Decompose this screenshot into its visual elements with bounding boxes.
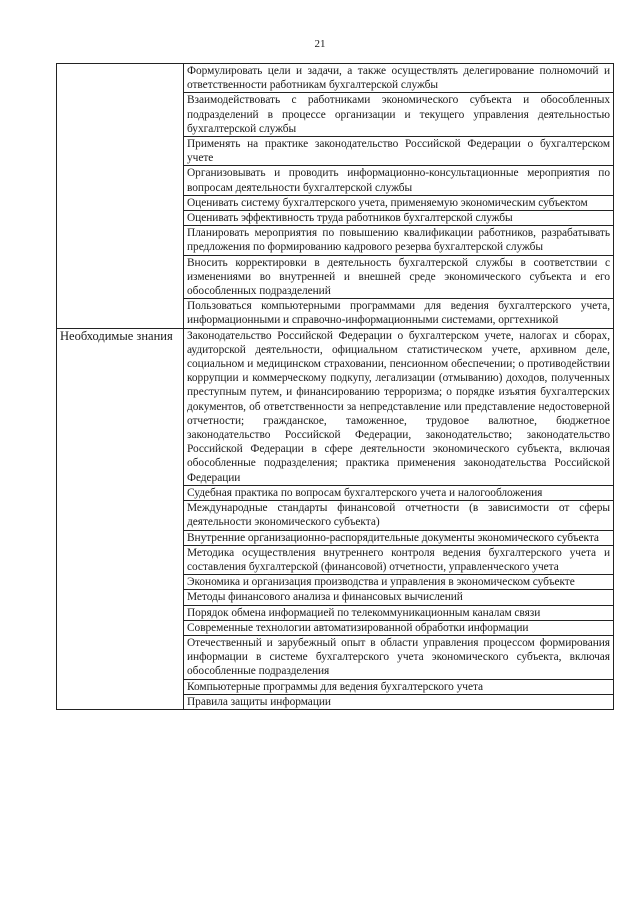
requirement-item: Методы финансового анализа и финансовых вычислений [184, 590, 614, 605]
requirement-item: Законодательство Российской Федерации о бухгалтерском учете, налогах и сборах, аудиторской деятельности, официальном статистическом учете, архивном деле, социальном и медицинском страховании, пенсионном обеспечении; о противодействии коррупции и коммерческому подкупу, легализации (отмыванию) доходов, полученных преступным путем, и финансированию терроризма; о порядке изъятия бухгалтерских документов, об ответственности за непредставление или представление недостоверной отчетности; гражданское, таможенное, трудовое валютное, бюджетное законодательство Российской Федерации, законодательство; законодательство Российской Федерации в сфере деятельности экономического субъекта, включая обособленные подразделения; практика применения законодательства Российской Федерации [184, 328, 614, 485]
requirement-item: Организовывать и проводить информационно-консультационные мероприятия по вопросам деятельности бухгалтерской службы [184, 166, 614, 195]
table-row [57, 64, 614, 93]
requirement-item: Правила защиты информации [184, 694, 614, 709]
requirement-item: Компьютерные программы для ведения бухгалтерского учета [184, 679, 614, 694]
requirement-item: Пользоваться компьютерными программами для ведения бухгалтерского учета, информационными и справочно-информационными системами, оргтехникой [184, 299, 614, 328]
requirement-item: Судебная практика по вопросам бухгалтерского учета и налогообложения [184, 485, 614, 500]
requirement-item: Планировать мероприятия по повышению квалификации работников, разрабатывать предложения по формированию кадрового резерва бухгалтерской службы [184, 226, 614, 255]
requirement-item: Методика осуществления внутреннего контроля ведения бухгалтерского учета и составления бухгалтерской (финансовой) отчетности, управленческого учета [184, 545, 614, 574]
requirement-item: Оценивать эффективность труда работников бухгалтерской службы [184, 211, 614, 226]
requirement-item: Внутренние организационно-распорядительные документы экономического субъекта [184, 530, 614, 545]
table-body [57, 64, 614, 710]
requirements-table [56, 63, 614, 710]
section-label [57, 64, 184, 329]
requirement-item: Взаимодействовать с работниками экономического субъекта и обособленных подразделений в процессе организации и текущего управления деятельностью бухгалтерской службы [184, 93, 614, 137]
section-label: Необходимые знания [57, 328, 184, 709]
requirement-item: Современные технологии автоматизированной обработки информации [184, 620, 614, 635]
requirement-item: Отечественный и зарубежный опыт в области управления процессом формирования информации в системе бухгалтерского учета экономического субъекта, включая обособленные подразделения [184, 635, 614, 679]
requirement-item: Экономика и организация производства и управления в экономическом субъекте [184, 575, 614, 590]
requirement-item: Порядок обмена информацией по телекоммуникационным каналам связи [184, 605, 614, 620]
requirement-item: Вносить корректировки в деятельность бухгалтерской службы в соответствии с изменениями во внутренней и внешней среде экономического субъекта и его обособленных подразделений [184, 255, 614, 299]
requirement-item: Международные стандарты финансовой отчетности (в зависимости от сферы деятельности экономического субъекта) [184, 501, 614, 530]
requirement-item: Применять на практике законодательство Российской Федерации о бухгалтерском учете [184, 137, 614, 166]
requirement-item: Оценивать систему бухгалтерского учета, применяемую экономическим субъектом [184, 195, 614, 210]
table-row [57, 328, 614, 485]
requirement-item: Формулировать цели и задачи, а также осуществлять делегирование полномочий и ответственности работникам бухгалтерской службы [184, 64, 614, 93]
page-number: 21 [314, 38, 326, 50]
